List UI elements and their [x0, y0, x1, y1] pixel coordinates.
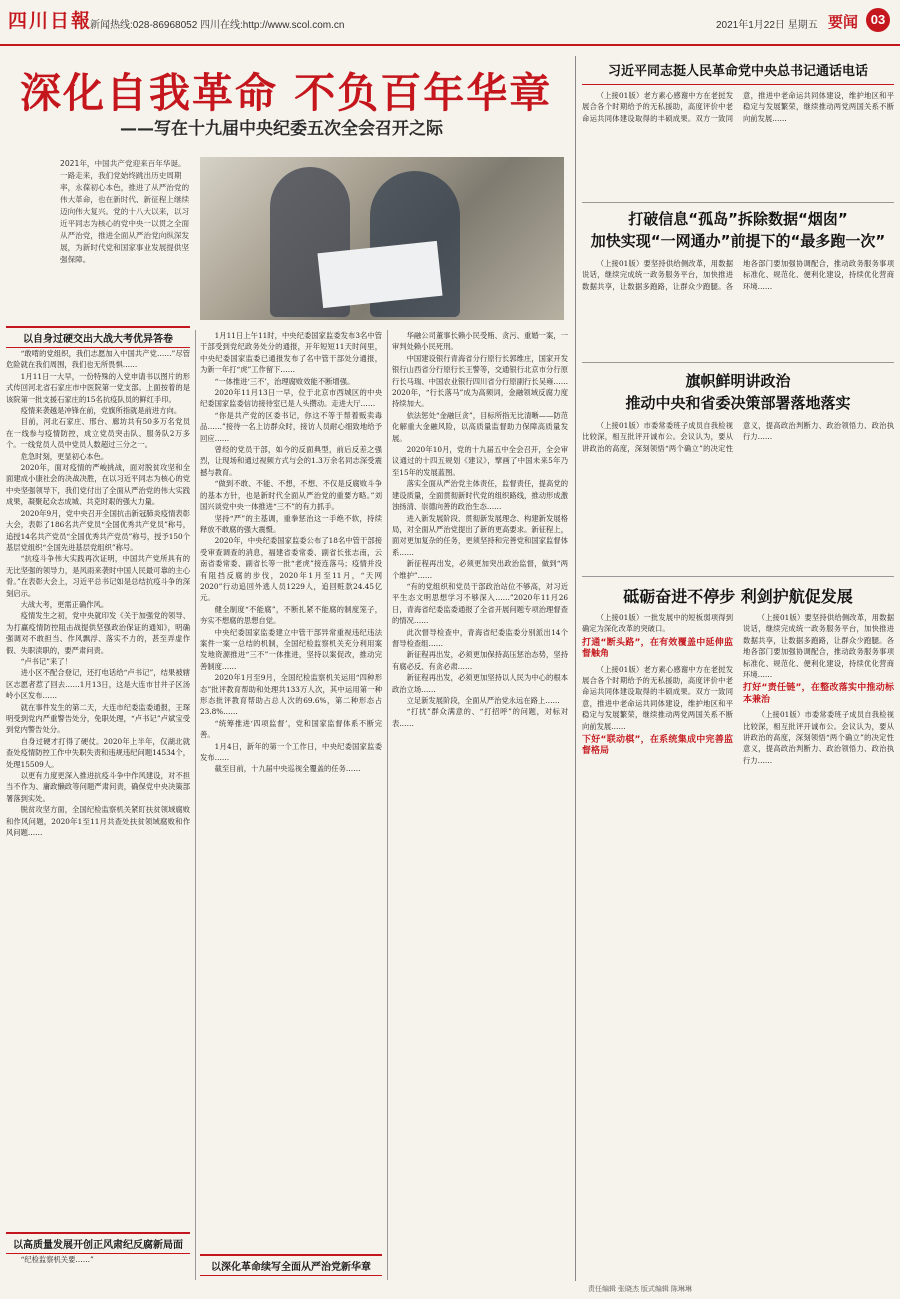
column-divider — [575, 56, 576, 1281]
lead-column-2: 1月11日上午11时，中央纪委国家监委发布3名中管干部受到党纪政务处分的通报，开年短短11天时间里，中央纪委国家监委已通报发布了名中管干部处分通报，为新一年打“虎”工作留下…… “一体推进‘三不’，治理腐败效能不断增强。 2020年11月13日一早，位于北京市西城区的中央纪委国家监委信访接待室已是人头攒动。走进大厅…… “你是共产党的区委书记，你这不等于帮着贩卖毒品……”接待一名上访群众时，接访人员耐心细致地给予回应…… 曾经的党员干部，如今的反面典型，前后反差之强烈，让现场和通过视频方式与会的1.3万余名同志深受震撼与教育。 “做到不敢、不能、不想，不想、不仅是反腐败斗争的基本方针，也是新时代全面从严治党的重要方略。”刘国兴谈党中央一体推进“三不”的有力抓手。 坚持“严”的主基调，重拳惩治这一手绝不软，持续释放不敢腐的强大震慑。 2020年，中央纪委国家监委公布了18名中管干部接受审查调查的消息，福建省委常委、副省长张志南，云南省委常委、副省长等一批“老虎”接连落马；疫情并没有阻挡反腐的步伐，2020年1月至11月，“天网2020”行动追回外逃人员1229人，追回赃款24.45亿元。 健全制度“不能腐”，不断扎紧不能腐的制度笼子，夯实不想腐的思想自觉。 中央纪委国家监委建立中管干部异常重视违纪违法案件一案一总结的机制，全国纪检监察机关充分利用案发地资源推进“三不”一体推进，坚持以案促改，推动完善制度…… 2020年1月至9月，全国纪检监察机关运用“四种形态”批评教育帮助和处理共133万人次，其中运用第一种形态批评教育帮助占总人次的69.6%，第二种形态占23.8%…… “统筹推进‘四项监督’，党和国家监督体系不断完善。 1月4日，新年的第一个工作日，中央纪委国家监委发布…… 截至目前，十九届中央巡视全覆盖的任务…… — [200, 331, 382, 774]
lead-subheadline: ——写在十九届中央纪委五次全会召开之际 — [120, 119, 443, 139]
page-footer: 责任编辑 张晓杰 版式编辑 陈琳琳 — [588, 1286, 692, 1293]
article-headline: 习近平同志挺人民革命党中央总书记通话电话 — [607, 64, 868, 79]
article-divider — [582, 202, 894, 203]
lead-photo — [200, 157, 564, 320]
section-name: 要闻 — [828, 14, 859, 31]
article-headline: 打破信息“孤岛”拆除数据“烟囱” 加快实现“一网通办”前提下的“最多跑一次” — [590, 210, 886, 250]
article-headline: 砥砺奋进不停步 利剑护航促发展 — [623, 587, 853, 606]
news-hotline: 新闻热线:028-86968052 — [90, 20, 198, 31]
lead-intro: 2021年，中国共产党迎来百年华诞。一路走来，我们党始终跳出历史周期率，永葆初心本色，推进了从严治党的伟大革命，也在新时代、新征程上继续迈向伟大复兴。党的十八大以来，以习近平同志为核心的党中央一以贯之全面从严治党，推进全面从严治党向纵深发展，为新时代党和国家事业发展提供坚强保障。 — [60, 159, 190, 264]
column-divider — [195, 330, 196, 1280]
article-subheading: 打通“断头路”，在有效覆盖中延伸监督触角 — [582, 637, 733, 660]
website-url[interactable]: 四川在线:http://www.scol.com.cn — [200, 20, 345, 31]
lead-column-1-bottom: “纪检监察机关要……” — [20, 1255, 94, 1264]
lead-headline: 深化自我革命 不负百年华章 — [20, 69, 553, 117]
lead-column-1: “敢啃的党组织，我们志愿加入中国共产党……”尽管危险就在我们周围，我们也无所畏惧…… 1月11日一大早，一份特殊的入党申请书以图片的形式传回河北省石家庄市中医院第一党支部。上面按着的是该院第一批支援石家庄的15名抗疫队员的鲜红手印。 疫情来袭越是冲锋在前，党旗所指就是前进方向。 目前，河北石家庄、邢台、廊坊共有50多万名党员在一线参与疫情防控，成立党员突击队、服务队2万多个。一线党员人员中党员人数超过三分之一。 危急时刻，更显初心本色。 2020年，面对疫情的严峻挑战，面对脱贫攻坚和全面建成小康社会的决战决胜，在以习近平同志为核心的党中央坚强领导下，我们党付出了全面从严治党的伟大实践成果，凝聚起众志成城、共克时艰的强大力量。 2020年9月，党中央召开全国抗击新冠肺炎疫情表彰大会，表彰了186名共产党员“全国优秀共产党员”称号，追授14名共产党员“全国优秀共产党员”称号，授予150个基层党组织“全国先进基层党组织”称号。 “抗疫斗争伟大实践再次证明，中国共产党所具有的无比坚强的领导力，是风雨来袭时中国人民最可靠的主心骨。”在表彰大会上，习近平总书记如是总结抗疫斗争的深刻启示。 大战大考，更需正确作风。 疫情发生之初，党中央就印发《关于加强党的领导、为打赢疫情防控阻击战提供坚强政治保证的通知》，明确强调对不敢担当、作风飘浮、落实不力的，甚至弄虚作假、失职渎职的，要严肃问责。 “卢书记”来了！ 进小区不配合登记，还打电话给“卢书记”，结果被辖区志愿者惹了回去……1月13日，这是大连市甘井子区汤岭小区发布…… 就在事件发生的第二天，大连市纪委监委通报，王琛明受到党内严重警告处分，免职处理，“卢书记”卢斌宝受到党内警告处分。 自身过硬才打得了硬仗。2020年上半年，仅湖北就查处疫情防控工作中失职失责和违规违纪问题14534个，处理15509人。 以更有力度更深入推进抗疫斗争中作风建设，对不担当不作为、庸政懒政等问题严肃问责，确保党中央决策部署落到实处。 脱贫攻坚方面，全国纪检监察机关紧盯扶贫领域腐败和作风问题，2020年1至11月共查处扶贫领域腐败和作风问题…… — [6, 349, 190, 838]
article-subheading: 打好“责任链”，在整改落实中推动标本兼治 — [743, 683, 894, 705]
article-body: （上接01版）一批发展中的短板弱项得到确定为深化改革的突破口。 打通“断头路”，在有效覆盖中延伸监督触角 （上接01版）老方素心感谢中方在老挝发展合各个时期给予的无私援助，高度评价中老命运共同体建设取得的丰硕成果。双方一致同意，推进中老命运共同体建设，维护地区和平稳定与发展繁荣，继续推动两党两国关系不断向前发展…… 下好“联动棋”，在系统集成中完善监督格局 （上接01版）要坚持供给侧改革，用数据说话，继续完成统一政务服务平台，加快推进数据共享，让数据多跑路，让群众少跑腿。各地各部门要加强协调配合，推动政务服务事项标准化、规范化、便利化建设，持续优化营商环境…… 打好“责任链”，在整改落实中推动标本兼治 （上接01版）市委常委班子成员自我检视比较深，相互批评开诚布公。会议认为，要从讲政治的高度，深刻领悟“两个确立”的决定性意义，提高政治判断力、政治领悟力、政治执行力…… — [582, 613, 894, 765]
section-heading: 以自身过硬交出大战大考优异答卷 — [6, 326, 190, 348]
article-body: （上接01版）市委常委班子成员自我检视比较深，相互批评开诚布公。会议认为，要从讲政治的高度，深刻领悟“两个确立”的决定性意义，提高政治判断力、政治领悟力、政治执行力…… — [582, 421, 894, 453]
section-heading: 以深化革命续写全面从严治党新华章 — [200, 1254, 382, 1276]
issue-date: 2021年1月22日 星期五 — [716, 20, 818, 31]
article-subheading: 下好“联动棋”，在系统集成中完善监督格局 — [582, 735, 733, 757]
page-number: 03 — [866, 8, 890, 32]
section-heading: 以高质量发展开创正风肃纪反腐新局面 — [6, 1232, 190, 1254]
article-body: （上接01版）老方素心感谢中方在老挝发展合各个时期给予的无私援助，高度评价中老命运共同体建设取得的丰硕成果。双方一致同意，推进中老命运共同体建设，维护地区和平稳定与发展繁荣，继续推动两党两国关系不断向前发展…… — [582, 91, 894, 123]
article-divider — [582, 84, 894, 85]
article-divider — [582, 576, 894, 577]
column-divider — [387, 330, 388, 1280]
article-headline: 旗帜鲜明讲政治 推动中央和省委决策部署落地落实 — [625, 372, 851, 412]
newspaper-logo: 四川日報 — [8, 10, 93, 32]
masthead — [0, 0, 900, 46]
lead-column-3: 华融公司董事长赖小民受贿、贪污、重婚一案，一审判处赖小民死刑。 中国建设银行青海省分行原行长郭维庄，国家开发银行山西省分行原行长王警等，交通银行北京市分行原行长马瑞、中国农业银行四川省分行原副行长吴雍……2020年，“行长落马”成为高频词，金融领域反腐力度持续加大。 依法惩处“金融巨贪”，目标所指无比清晰——防范化解重大金融风险，以高质量监督助力保障高质量发展。 2020年10月，党的十九届五中全会召开，全会审议通过的十四五规划《建议》，擘画了中国未来5年乃至15年的发展蓝图。 落实全面从严治党主体责任，监督责任，提高党的建设质量，全面贯彻新时代党的组织路线，推动形成激浊扬清、崇德向善的政治生态…… 进入新发展阶段、贯彻新发展理念、构建新发展格局，对全面从严治党提出了新的更高要求。新征程上，面对更加复杂的任务，更须坚持和完善党和国家监督体系…… 新征程再出发，必须更加突出政治监督，做到“两个维护”…… “有的党组织和党员干部政治站位不够高，对习近平生态文明思想学习不够深入……”2020年11月26日，青海省纪委监委通报了全省开展问题专项治理督查的情况…… 此次督导检查中，青海省纪委监委分别派出14个督导检查组…… 新征程再出发，必须更加保持高压惩治态势，坚持有腐必反、有贪必肃…… 新征程再出发，必须更加坚持以人民为中心的根本政治立场…… 立足新发展阶段，全面从严治党永远在路上…… “打扰”群众满意的、“打招呼”的问题，对标对表…… — [392, 331, 568, 728]
article-body: （上接01版）要坚持供给侧改革，用数据说话，继续完成统一政务服务平台，加快推进数据共享，让数据多跑路，让群众少跑腿。各地各部门要加强协调配合，推动政务服务事项标准化、规范化、便利化建设，持续优化营商环境…… — [582, 259, 894, 291]
article-divider — [582, 362, 894, 363]
